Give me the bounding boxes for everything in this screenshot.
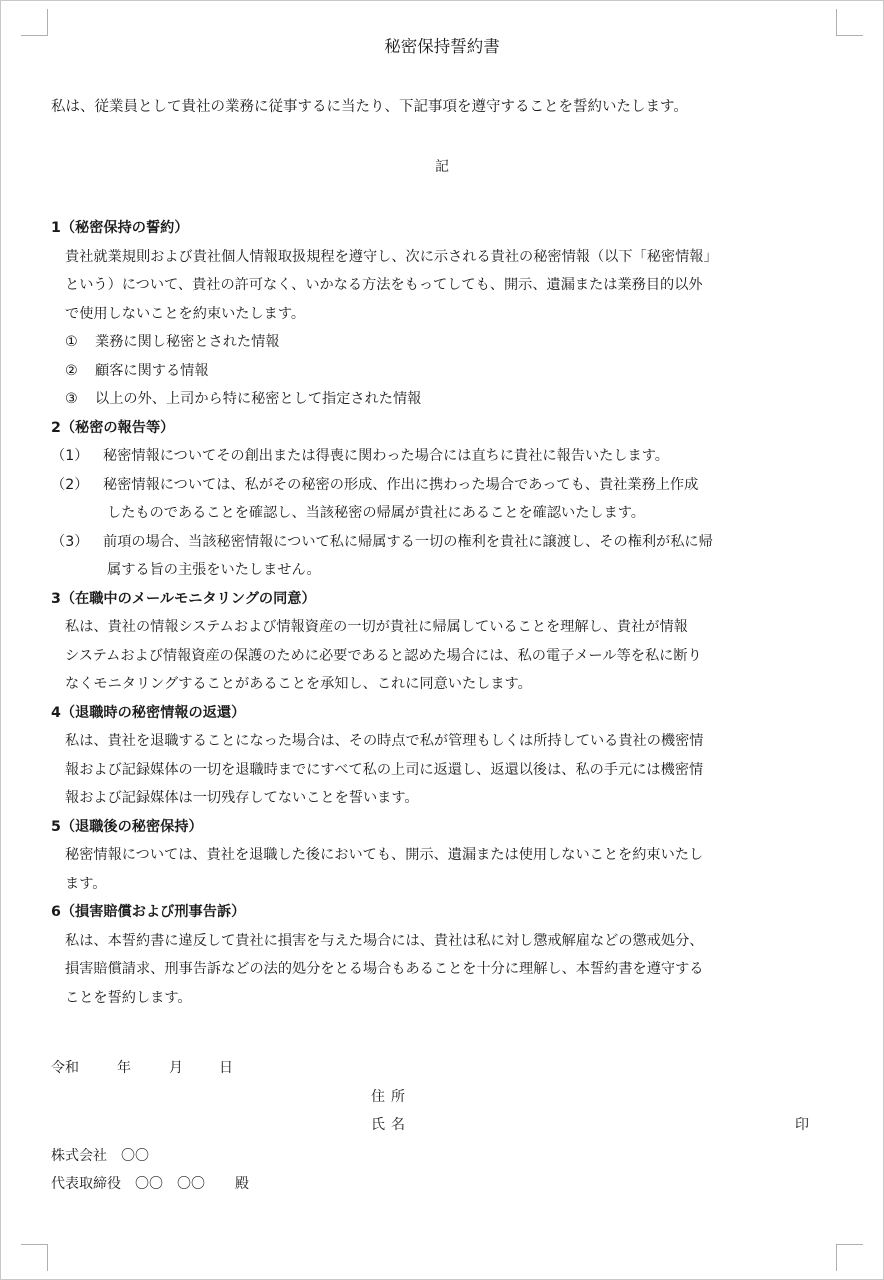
crop-mark-bottom-right [836,1244,863,1271]
item-text: 前項の場合、当該秘密情報について私に帰属する一切の権利を貴社に譲渡し、その権利が私に帰 [103,533,713,550]
section-1-item [51,385,841,414]
section-2-item-continuation: 属する旨の主張をいたしません。 [107,562,321,578]
item-text: 業務に関し秘密とされた情報 [95,334,280,350]
addressee-representative [51,1174,249,1194]
section-3-heading: 3（在職中のメールモニタリングの同意） [51,590,316,607]
section-5-heading: 5（退職後の秘密保持） [51,818,203,835]
honorific: 殿 [235,1176,249,1192]
section-4-line: 報および記録媒体の一切を退職時までにすべて私の上司に返還し、返還以後は、私の手元には機密情 [65,761,704,778]
section-6-heading: 6（損害賠償および刑事告訴） [51,904,246,920]
item-marker: ② [65,362,78,379]
section-3-line: 私は、貴社の情報システムおよび情報資産の一切が貴社に帰属していることを理解し、貴社が情報 [65,619,688,635]
section-5-line: 秘密情報については、貴社を退職した後においても、開示、遺漏または使用しないことを約束いたし [65,847,704,863]
ki-marker: 記 [435,159,449,175]
representative-name: 代表取締役 〇〇 〇〇 [51,1176,205,1192]
section-1-item [51,328,841,357]
section-6-line: 私は、本誓約書に違反して貴社に損害を与えた場合には、貴社は私に対し懲戒解雇などの懲戒処分、 [65,932,704,949]
section-2-item-continuation: したものであることを確認し、当該秘密の帰属が貴社にあることを確認いたします。 [107,505,645,521]
section-3-line: システムおよび情報資産の保護のために必要であると認めた場合には、私の電子メール等を私に断り [65,647,702,664]
section-1-line: という）について、貴社の許可なく、いかなる方法をもってしても、開示、遺漏または業務目的以外 [65,277,703,293]
crop-mark-top-right [836,9,863,36]
item-text: 秘密情報については、私がその秘密の形成、作出に携わった場合であっても、貴社業務上作成 [103,476,699,493]
item-marker: （1） [51,448,89,464]
date-era: 令和 [51,1060,79,1076]
section-4-heading: 4（退職時の秘密情報の返還） [51,704,246,721]
crop-mark-bottom-left [21,1244,48,1271]
section-4-line: 報および記録媒体は一切残存してないことを誓います。 [65,790,419,806]
section-2-heading: 2（秘密の報告等） [51,419,175,436]
section-1-line: で使用しないことを約束いたします。 [65,305,306,322]
document-title: 秘密保持誓約書 [384,37,500,56]
item-text: 以上の外、上司から特に秘密として指定された情報 [95,391,422,407]
section-5-line: ます。 [65,875,107,892]
item-marker: （3） [51,533,89,550]
section-1-item [51,357,841,386]
date-month-label: 月 [169,1060,183,1076]
section-2-item [51,528,841,557]
name-label: 氏名 [371,1117,411,1133]
signature-date [51,1058,233,1078]
section-6-line: 損害賠償請求、刑事告訴などの法的処分をとる場合もあることを十分に理解し、本誓約書を遵守する [65,961,704,977]
item-marker: （2） [51,476,89,493]
section-1-line: 貴社就業規則および貴社個人情報取扱規程を遵守し、次に示される貴社の秘密情報（以下「秘密情報」 [65,248,718,265]
section-3-line: なくモニタリングすることがあることを承知し、これに同意いたします。 [65,676,532,692]
section-6-line: ことを誓約します。 [65,989,192,1006]
address-label: 住所 [371,1089,411,1105]
item-text: 秘密情報についてその創出または得喪に関わった場合には直ちに貴社に報告いたします。 [103,448,669,464]
seal-label: 印 [795,1117,809,1133]
section-1-heading: 1（秘密保持の誓約） [51,220,189,236]
clauses [51,214,841,1012]
date-day-label: 日 [219,1060,233,1076]
item-marker: ③ [65,391,78,407]
crop-mark-top-left [21,9,48,36]
intro-paragraph: 私は、従業員として貴社の業務に従事するに当たり、下記事項を遵守することを誓約いたします。 [51,99,688,115]
item-text: 顧客に関する情報 [95,362,209,379]
date-year-label: 年 [117,1060,131,1076]
section-2-item [51,442,841,471]
item-marker: ① [65,334,78,350]
section-4-line: 私は、貴社を退職することになった場合は、その時点で私が管理もしくは所持している貴社の機密情 [65,733,704,749]
section-2-item [51,471,841,500]
addressee-company: 株式会社 〇〇 [51,1148,149,1164]
